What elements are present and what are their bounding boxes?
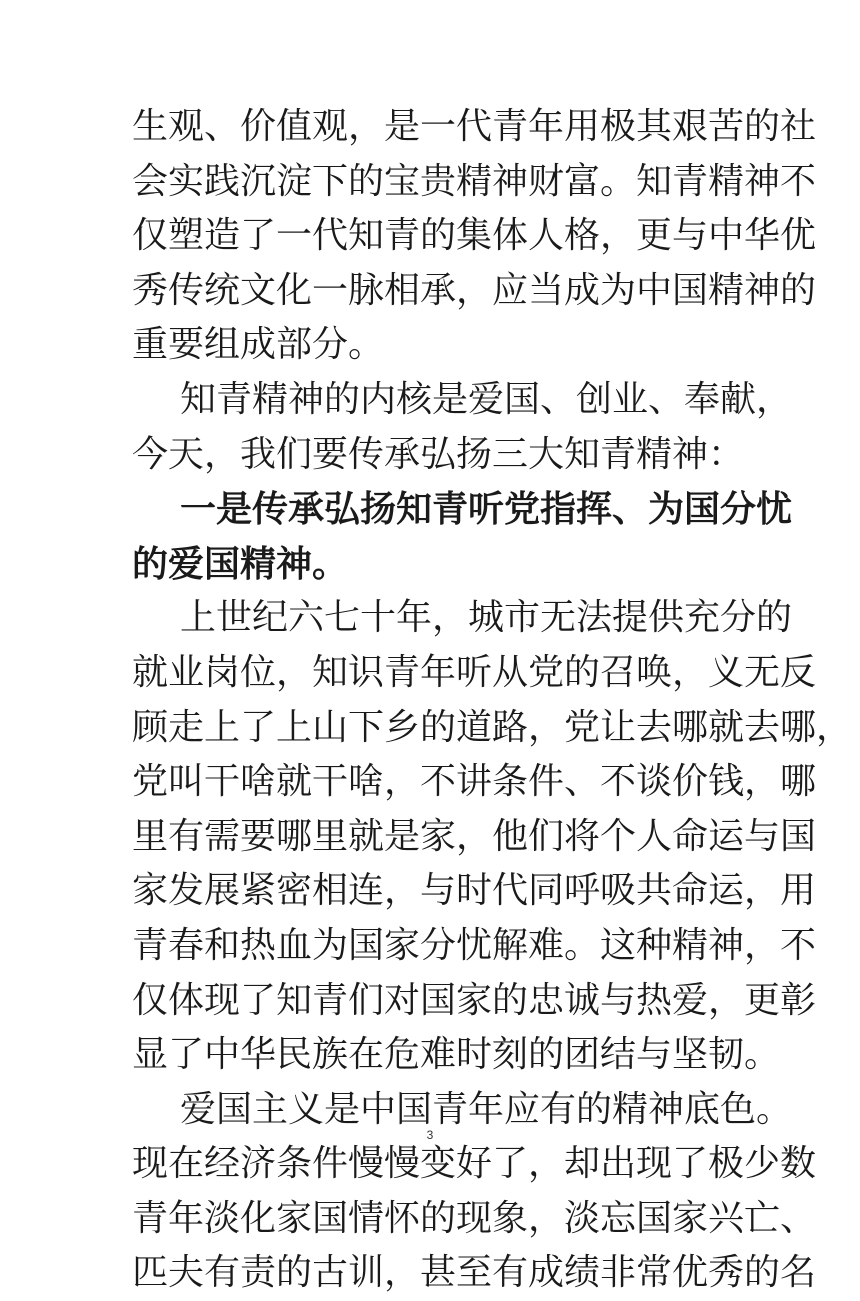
text-line: 显了中华民族在危难时刻的团结与坚韧。 <box>132 1034 781 1076</box>
paragraph-first-line: 上世纪六七十年，城市无法提供充分的 <box>180 597 793 639</box>
text-line: 仅塑造了一代知青的集体人格，更与中华优 <box>132 215 817 257</box>
text-line: 青年淡化家国情怀的现象，淡忘国家兴亡、 <box>132 1197 817 1239</box>
text-line: 党叫干啥就干啥，不讲条件、不谈价钱，哪 <box>132 761 817 803</box>
text-line: 仅体现了知青们对国家的忠诚与热爱，更彰 <box>132 979 817 1021</box>
text-line: 青春和热血为国家分忧解难。这种精神，不 <box>132 924 817 966</box>
text-line: 秀传统文化一脉相承，应当成为中国精神的 <box>132 269 817 311</box>
text-line: 今天，我们要传承弘扬三大知青精神： <box>132 433 745 475</box>
text-line: 家发展紧密相连，与时代同呼吸共命运，用 <box>132 870 817 912</box>
section-heading-line: 一是传承弘扬知青听党指挥、为国分忧 <box>180 488 793 531</box>
section-heading-line: 的爱国精神。 <box>132 542 349 585</box>
text-line: 现在经济条件慢慢变好了，却出现了极少数 <box>132 1143 817 1185</box>
paragraph-first-line: 爱国主义是中国青年应有的精神底色。 <box>180 1088 793 1130</box>
body-text <box>132 100 853 1301</box>
text-line: 生观、价值观，是一代青年用极其艰苦的社 <box>132 106 817 147</box>
text-line: 里有需要哪里就是家，他们将个人命运与国 <box>132 815 817 857</box>
text-line: 顾走上了上山下乡的道路，党让去哪就去哪， <box>132 706 853 748</box>
text-line: 匹夫有责的古训，甚至有成绩非常优秀的名 <box>132 1252 817 1294</box>
text-line: 重要组成部分。 <box>132 324 385 366</box>
paragraph-first-line: 知青精神的内核是爱国、创业、奉献， <box>180 378 793 420</box>
text-line: 就业岗位，知识青年听从党的召唤，义无反 <box>132 651 817 693</box>
text-line: 会实践沉淀下的宝贵精神财富。知青精神不 <box>132 160 817 202</box>
page-number: 3 <box>426 1128 434 1142</box>
